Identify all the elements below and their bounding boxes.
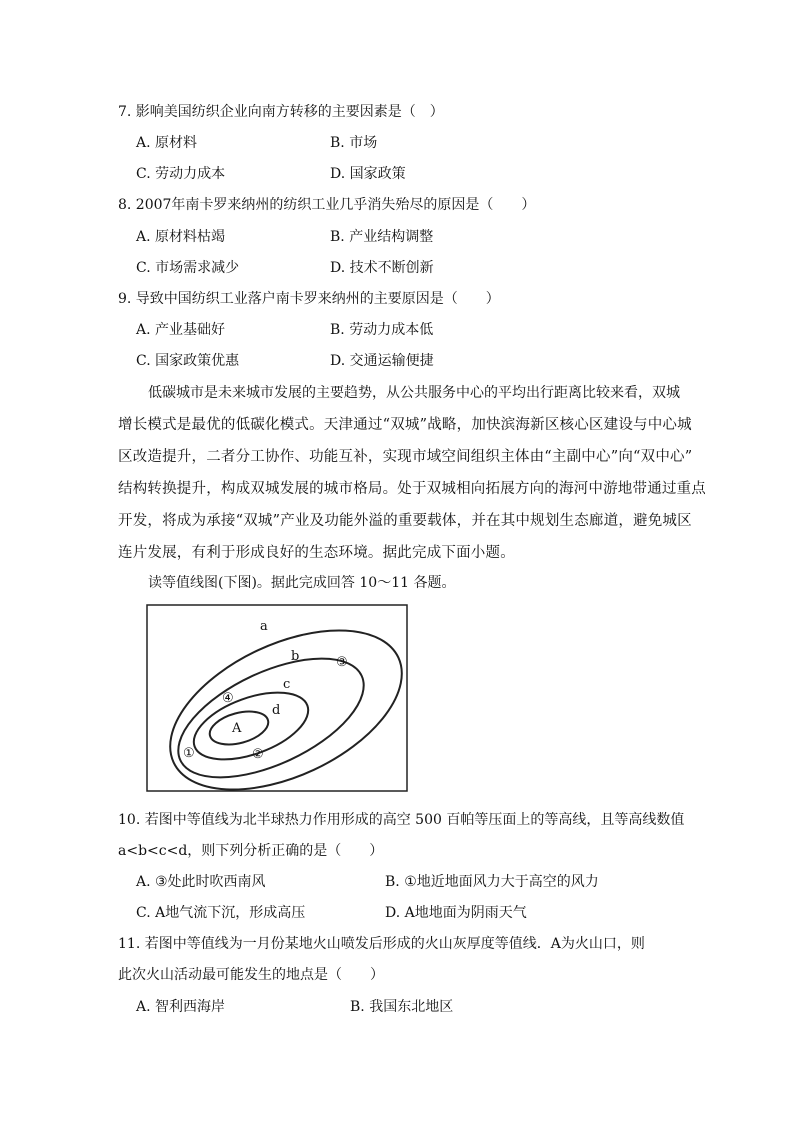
passage-line-4: 结构转换提升，构成双城发展的城市格局。处于双城相向拓展方向的海河中游地带通过重点 bbox=[118, 481, 706, 497]
q7-option-d: D. 国家政策 bbox=[330, 166, 406, 182]
q8-stem: 8. 2007年南卡罗来纳州的纺织工业几乎消失殆尽的原因是（ ） bbox=[118, 197, 536, 213]
q10-option-a: A. ③处此时吹西南风 bbox=[136, 874, 266, 890]
contour-a bbox=[146, 604, 408, 792]
q9-option-d: D. 交通运输便捷 bbox=[330, 353, 434, 369]
q7-stem: 7. 影响美国纺织企业向南方转移的主要因素是（ ） bbox=[118, 104, 444, 120]
q10-stem-line-2: a<b<c<d，则下列分析正确的是（ ） bbox=[118, 843, 384, 859]
q7-option-b: B. 市场 bbox=[330, 135, 378, 151]
q11-option-b: B. 我国东北地区 bbox=[350, 999, 454, 1015]
q11-stem-line-2: 此次火山活动最可能发生的地点是（ ） bbox=[118, 967, 384, 983]
label-b: b bbox=[291, 649, 300, 664]
label-c: c bbox=[283, 677, 291, 692]
label-a: a bbox=[260, 619, 268, 634]
q9-option-b: B. 劳动力成本低 bbox=[330, 322, 434, 338]
q8-option-a: A. 原材料枯竭 bbox=[136, 229, 226, 245]
passage-line-5: 开发，将成为承接“双城”产业及功能外溢的重要载体，并在其中规划生态廊道，避免城区 bbox=[118, 513, 692, 529]
figure-instruction: 读等值线图(下图)。据此完成回答 10～11 各题。 bbox=[148, 575, 456, 591]
q8-option-b: B. 产业结构调整 bbox=[330, 229, 434, 245]
q9-stem: 9. 导致中国纺织工业落户南卡罗来纳州的主要原因是（ ） bbox=[118, 291, 500, 307]
label-point-1: ① bbox=[183, 746, 195, 761]
contour-b bbox=[161, 634, 381, 792]
label-d: d bbox=[272, 703, 281, 718]
q7-option-c: C. 劳动力成本 bbox=[136, 166, 226, 182]
q11-stem-line-1: 11. 若图中等值线为一月份某地火山喷发后形成的火山灰厚度等值线．A为火山口，则 bbox=[118, 936, 645, 952]
label-point-3: ③ bbox=[336, 655, 348, 670]
q8-option-c: C. 市场需求减少 bbox=[136, 260, 240, 276]
passage-line-2: 增长模式是最优的低碳化模式。天津通过“双城”战略，加快滨海新区核心区建设与中心城 bbox=[118, 417, 692, 433]
q10-stem-line-1: 10. 若图中等值线为北半球热力作用形成的高空 500 百帕等压面上的等高线，且等高线数值 bbox=[118, 812, 685, 828]
q10-option-b: B. ①地近地面风力大于高空的风力 bbox=[385, 874, 599, 890]
q8-option-d: D. 技术不断创新 bbox=[330, 260, 434, 276]
label-point-2: ② bbox=[252, 747, 264, 762]
figure-frame bbox=[147, 605, 407, 791]
passage-line-3: 区改造提升，二者分工协作、功能互补，实现市域空间组织主体由“主副中心”向“双中心” bbox=[118, 449, 693, 465]
contour-figure bbox=[146, 604, 408, 792]
passage-line-6: 连片发展，有利于形成良好的生态环境。据此完成下面小题。 bbox=[118, 545, 515, 561]
label-point-4: ④ bbox=[222, 691, 234, 706]
q9-option-c: C. 国家政策优惠 bbox=[136, 353, 240, 369]
passage-line-1: 低碳城市是未来城市发展的主要趋势，从公共服务中心的平均出行距离比较来看，双城 bbox=[148, 385, 680, 401]
q10-option-c: C. A地气流下沉，形成高压 bbox=[136, 905, 306, 921]
q9-option-a: A. 产业基础好 bbox=[136, 322, 226, 338]
q11-option-a: A. 智利西海岸 bbox=[136, 999, 226, 1015]
q7-option-a: A. 原材料 bbox=[136, 135, 198, 151]
q10-option-d: D. A地地面为阴雨天气 bbox=[385, 905, 527, 921]
contour-c bbox=[185, 679, 317, 773]
label-center-A: A bbox=[232, 721, 242, 736]
